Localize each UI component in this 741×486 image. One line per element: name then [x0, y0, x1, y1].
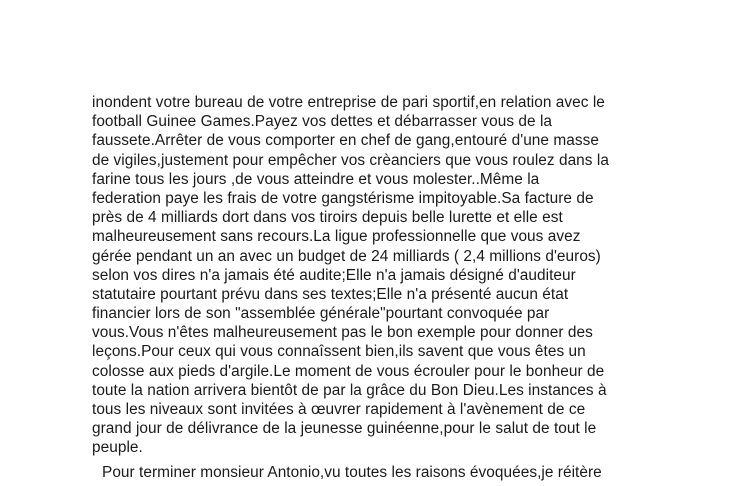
text-line-19: peuple.	[92, 439, 143, 457]
text-line-18: grand jour de délivrance de la jeunesse guinéenne,pour le salut de tout le	[92, 420, 597, 438]
text-line-10: selon vos dires n'a jamais été audite;Elle n'a jamais désigné d'auditeur	[92, 266, 576, 284]
text-line-6: federation paye les frais de votre gangstérisme impitoyable.Sa facture de	[92, 189, 594, 207]
text-line-12: financier lors de son "assemblée générale"pourtant convoquée par	[92, 305, 550, 323]
text-line-16: toute la nation arrivera bientôt de par la grâce du Bon Dieu.Les instances à	[92, 381, 607, 399]
text-line-13: vous.Vous n'êtes malheureusement pas le bon exemple pour donner des	[92, 324, 593, 342]
letter-body	[92, 93, 732, 482]
text-line-2: football Guinee Games.Payez vos dettes et débarrasser vous de la	[92, 113, 553, 131]
text-line-7: près de 4 milliards dort dans vos tiroirs depuis belle lurette et elle est	[92, 209, 563, 227]
text-line-17: tous les niveaux sont invitées à œuvrer rapidement à l'avènement de ce	[92, 401, 586, 418]
text-line-1: inondent votre bureau de votre entreprise de pari sportif,en relation avec le	[92, 94, 605, 111]
text-line-15: colosse aux pieds d'argile.Le moment de vous écrouler pour le bonheur de	[92, 362, 605, 380]
text-line-4: de vigiles,justement pour empêcher vos crèanciers que vous roulez dans la	[92, 151, 609, 169]
text-line-5: farine tous les jours ,de vous atteindre et vous molester..Même la	[92, 170, 540, 188]
text-line-9: gérée pendant un an avec un budget de 24 milliards ( 2,4 millions d'euros)	[92, 247, 601, 265]
text-line-11: statutaire pourtant prévu dans ses textes;Elle n'a présenté aucun état	[92, 285, 569, 303]
final-paragraph-line: Pour terminer monsieur Antonio,vu toutes les raisons évoquées,je réitère	[102, 463, 602, 481]
text-line-8: malheureusement sans recours.La ligue professionnelle que vous avez	[92, 228, 581, 246]
text-line-3: faussete.Arrêter de vous comporter en chef de gang,entouré d'une masse	[92, 132, 599, 150]
text-line-14: leçons.Pour ceux qui vous connaîssent bien,ils savent que vous êtes un	[92, 343, 586, 361]
